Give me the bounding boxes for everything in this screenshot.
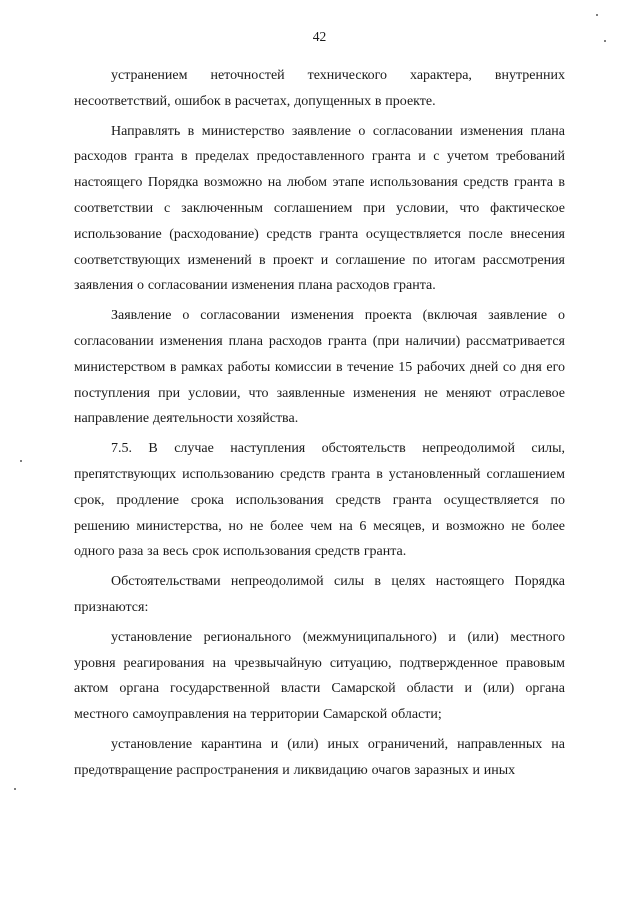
scan-speck	[20, 460, 22, 462]
paragraph-continuation: устранением неточностей технического характера, внутренних несоответствий, ошибок в расчетах, допущенных в проекте.	[74, 68, 565, 109]
paragraph-quarantine: установление карантина и (или) иных ограничений, направленных на предотвращение распространения и ликвидацию очагов заразных и иных	[74, 736, 565, 778]
scan-speck	[604, 40, 606, 42]
paragraph-force-majeure-definition: Обстоятельствами непреодолимой силы в целях настоящего Порядка признаются:	[74, 574, 565, 615]
paragraph-emergency-response: установление регионального (межмуниципального) и (или) местного уровня реагирования на чрезвычайную ситуацию, подтвержденное правовым актом органа государственной власти Самарской области и (или) органа местного самоуправления на территории Самарской области;	[74, 629, 565, 723]
scan-speck	[14, 788, 16, 790]
paragraph-project-change-review: Заявление о согласовании изменения проекта (включая заявление о согласовании изменения плана расходов гранта (при наличии) рассматривается министерством в рамках работы комиссии в течение 15 рабочих дней со дня его поступления при условии, что заявленные изменения не меняют отраслевое направление деятельности хозяйства.	[74, 308, 565, 427]
page-number: 42	[312, 29, 327, 44]
paragraph-plan-change-request: Направлять в министерство заявление о согласовании изменения плана расходов гранта в пределах предоставленного гранта и с учетом требований настоящего Порядка возможно на любом этапе использования средств гранта в соответствии с заключенным соглашением при условии, что фактическое использование (расходование) средств гранта осуществляется после внесения соответствующих изменений в проект и соглашение по итогам рассмотрения заявления о согласовании изменения плана расходов гранта.	[74, 123, 565, 294]
paragraph-force-majeure-extension: 7.5. В случае наступления обстоятельств непреодолимой силы, препятствующих использованию средств гранта в установленный соглашением срок, продление срока использования средств гранта осуществляется по решению министерства, но не более чем на 6 месяцев, и возможно не более одного раза за весь срок использования средств гранта.	[74, 441, 565, 560]
scan-speck	[596, 14, 598, 16]
